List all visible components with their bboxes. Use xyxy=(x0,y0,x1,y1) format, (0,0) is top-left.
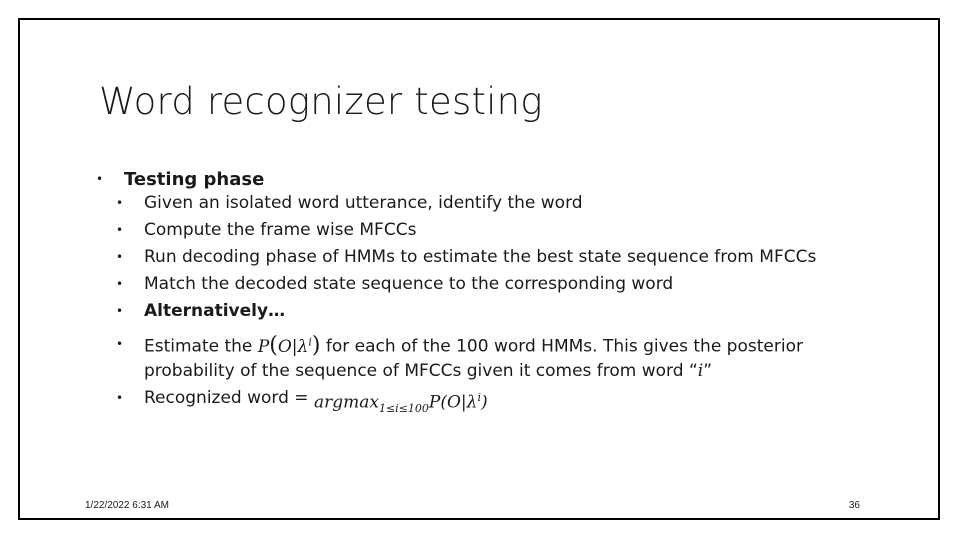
list-item-text: Compute the frame wise MFCCs xyxy=(144,220,417,240)
page-number: 36 xyxy=(848,500,860,511)
formula-inner: O|λ xyxy=(277,336,309,357)
bullet-icon: • xyxy=(116,337,124,351)
list-item xyxy=(116,383,816,424)
formula-paren-close: ) xyxy=(311,332,321,358)
formula-body: P(O|λ xyxy=(428,392,478,413)
list-item-text: Run decoding phase of HMMs to estimate the best state sequence from MFCCs xyxy=(144,247,817,267)
list-item-text: Given an isolated word utterance, identify the word xyxy=(144,193,583,213)
bullet-icon: • xyxy=(116,390,124,405)
slide xyxy=(18,18,940,520)
list-item xyxy=(116,219,816,241)
list-item-text: for each of the 100 word HMMs. This gives the posterior xyxy=(325,336,803,357)
formula-subscript: 1≤i≤100 xyxy=(378,401,429,415)
list-item-text: Alternatively… xyxy=(144,301,286,321)
bullet-icon: • xyxy=(116,277,124,291)
bullet-icon: • xyxy=(116,304,124,318)
bullet-icon: • xyxy=(116,223,124,237)
list-item xyxy=(116,192,816,214)
formula-variable: i xyxy=(697,360,704,381)
formula-paren-close: ) xyxy=(480,392,488,413)
formula-paren-open: ( xyxy=(269,332,278,358)
list-item xyxy=(116,300,816,322)
formula-argmax-name: argmax xyxy=(313,392,379,413)
bullet-icon: • xyxy=(116,196,124,210)
list-item-text: Estimate the xyxy=(144,336,253,357)
list-item-text-block xyxy=(144,327,803,380)
list-item-line xyxy=(144,362,803,380)
formula-p: P xyxy=(257,336,270,357)
list-item xyxy=(116,273,816,295)
bullet-icon: • xyxy=(116,250,124,264)
list-item xyxy=(116,246,816,268)
heading-row xyxy=(96,167,264,191)
bullet-list xyxy=(116,192,816,424)
formula-superscript: i xyxy=(308,335,312,348)
list-item xyxy=(116,327,816,380)
list-item-text: ” xyxy=(703,360,713,381)
footer-date: 1/22/2022 6:31 AM xyxy=(85,500,169,511)
formula-posterior xyxy=(257,332,321,358)
list-item-text: Recognized word = xyxy=(144,387,309,408)
list-item-line xyxy=(144,327,803,362)
list-item-text: probability of the sequence of MFCCs given it comes from word “ xyxy=(144,360,698,381)
formula-argmax xyxy=(314,383,488,424)
heading-bullet-icon: • xyxy=(96,172,104,186)
list-item-text: Match the decoded state sequence to the corresponding word xyxy=(144,274,674,294)
formula-superscript: i xyxy=(477,390,481,404)
slide-title: Word recognizer testing xyxy=(99,80,543,123)
section-heading: Testing phase xyxy=(124,168,265,190)
